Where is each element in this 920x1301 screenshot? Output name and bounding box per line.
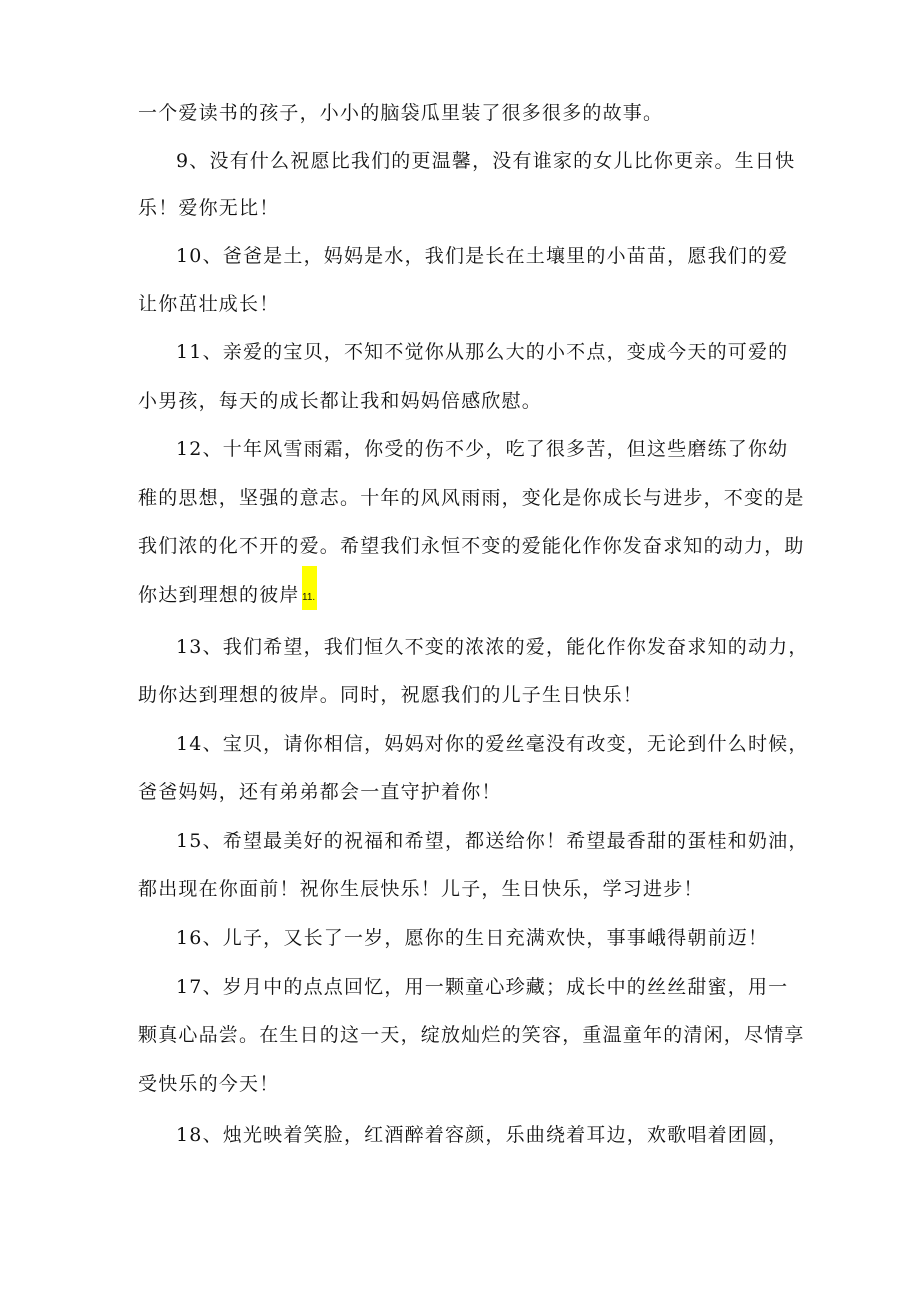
text-line-16: 15、希望最美好的祝福和希望，都送给你！希望最香甜的蛋桂和奶油，	[176, 830, 809, 852]
text-line-4: 10、爸爸是土，妈妈是水，我们是长在土壤里的小苗苗，愿我们的爱	[176, 245, 789, 267]
text-line-11: 你达到理想的彼岸	[138, 584, 300, 606]
text-line-13: 助你达到理想的彼岸。同时，祝愿我们的儿子生日快乐！	[138, 684, 644, 706]
text-line-14: 14、宝贝，请你相信，妈妈对你的爱丝毫没有改变，无论到什么时候，	[176, 733, 809, 755]
text-line-21: 受快乐的今天！	[138, 1073, 280, 1095]
marker-label: 11.	[302, 592, 316, 603]
text-line-2: 9、没有什么祝愿比我们的更温馨，没有谁家的女儿比你更亲。生日快	[176, 150, 796, 172]
text-line-19: 17、岁月中的点点回忆，用一颗童心珍藏；成长中的丝丝甜蜜，用一	[176, 976, 789, 998]
text-line-1: 一个爱读书的孩子，小小的脑袋瓜里装了很多很多的故事。	[138, 102, 664, 124]
highlight-marker	[302, 566, 320, 610]
text-line-7: 小男孩，每天的成长都让我和妈妈倍感欣慰。	[138, 390, 543, 412]
text-line-15: 爸爸妈妈，还有弟弟都会一直守护着你！	[138, 781, 502, 803]
text-line-6: 11、亲爱的宝贝，不知不觉你从那么大的小不点，变成今天的可爱的	[176, 341, 789, 363]
text-line-22: 18、烛光映着笑脸，红酒醉着容颜，乐曲绕着耳边，欢歌唱着团圆，	[176, 1124, 789, 1146]
text-line-10: 我们浓的化不开的爱。希望我们永恒不变的爱能化作你发奋求知的动力，助	[138, 535, 805, 557]
text-line-18: 16、儿子，又长了一岁，愿你的生日充满欢快，事事峨得朝前迈！	[176, 927, 769, 949]
text-line-8: 12、十年风雪雨霜，你受的伤不少，吃了很多苦，但这些磨练了你幼	[176, 438, 789, 460]
text-line-20: 颗真心品尝。在生日的这一天，绽放灿烂的笑容，重温童年的清闲，尽情享	[138, 1024, 805, 1046]
text-line-12: 13、我们希望，我们恒久不变的浓浓的爱，能化作你发奋求知的动力，	[176, 636, 809, 658]
text-line-5: 让你茁壮成长！	[138, 293, 280, 315]
text-line-9: 稚的思想，坚强的意志。十年的风风雨雨，变化是你成长与进步，不变的是	[138, 487, 805, 509]
text-line-17: 都出现在你面前！祝你生辰快乐！儿子，生日快乐，学习进步！	[138, 878, 704, 900]
text-line-3: 乐！爱你无比！	[138, 197, 280, 219]
